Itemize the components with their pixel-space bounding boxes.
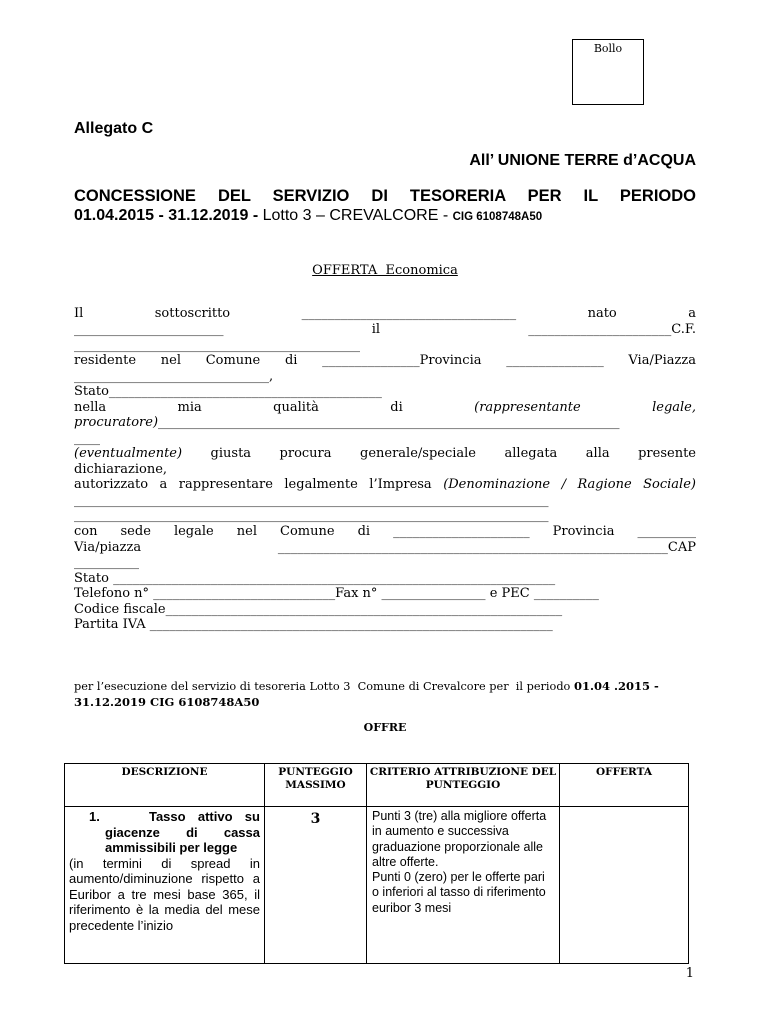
criterio-cell: Punti 3 (tre) alla migliore offerta in aumento e successiva graduazione proporzionale alle altre offerte. Punti 0 (zero) per le offerte pari o inferiori al tasso di riferimento euribor 3 mesi	[367, 807, 560, 964]
document-title-line1: CONCESSIONE DEL SERVIZIO DI TESORERIA PER IL PERIODO	[74, 187, 696, 205]
bollo-box	[572, 39, 644, 105]
allegato-heading: Allegato C	[74, 120, 154, 137]
title-periodo: 01.04.2015 - 31.12.2019	[74, 207, 249, 224]
sede-comune-field[interactable]: _____________________	[393, 524, 530, 539]
qualita-field[interactable]: _______________________________________________________________________	[158, 415, 620, 430]
form-line-impresa: autorizzato a rappresentare legalmente l’Impresa (Denominazione / Ragione Sociale)	[74, 477, 696, 492]
offerta-table	[64, 763, 689, 964]
codice-fiscale-field[interactable]: ____________________________________________	[74, 338, 360, 353]
stato-field[interactable]: Stato__________________________________________	[74, 384, 382, 399]
title-cig: CIG 6108748A50	[452, 211, 543, 223]
sottoscritto-field[interactable]: _________________________________	[301, 306, 517, 321]
form-line-sede-via: Via/piazza ____________________________________________________________CAP	[74, 540, 696, 555]
offerta-cell[interactable]	[560, 807, 689, 964]
title-lotto: Lotto 3	[262, 207, 312, 224]
sede-provincia-field[interactable]: _________	[637, 524, 696, 539]
form-line-contatti	[74, 586, 696, 602]
esecuzione-paragraph: per l’esecuzione del servizio di tesoreria Lotto 3 Comune di Crevalcore per il periodo 01.04 .2015 - 31.12.2019 CIG 6108748A50	[74, 679, 659, 709]
qualita-field-cont[interactable]: ____	[74, 431, 100, 446]
form-line-residenza: residente nel Comune di _______________Provincia _______________ Via/Piazza	[74, 353, 696, 368]
form-line-sede: con sede legale nel Comune di _____________________ Provincia _________	[74, 524, 696, 539]
offre-heading: OFFRE	[363, 721, 407, 734]
form-line-qualita: nella mia qualità di (rappresentante legale,	[74, 400, 696, 415]
luogo-nascita-field[interactable]: _______________________	[74, 322, 224, 337]
descrizione-dettaglio: (in termini di spread in aumento/diminuzione rispetto a Euribor a tre mesi base 365, il riferimento è la media del mese precedente l’inizio	[69, 855, 260, 933]
form-line-sottoscritto: Il sottoscritto _________________________________ nato a	[74, 306, 696, 321]
punteggio-cell: 3	[265, 807, 367, 964]
bollo-label: Bollo	[593, 42, 623, 55]
form-line-nascita: _______________________ il ______________________C.F.	[74, 322, 696, 337]
header-criterio: CRITERIO ATTRIBUZIONE DEL PUNTEGGIO	[367, 764, 560, 807]
form-line-procura: (eventualmente) giusta procura generale/speciale allegata alla presente	[74, 446, 696, 461]
table-row	[65, 807, 689, 964]
descrizione-cell	[65, 807, 265, 964]
sede-stato-field[interactable]: Stato ____________________________________________________________________	[74, 571, 556, 586]
codice-fiscale-impresa-field[interactable]: Codice fiscale_____________________________________________________________	[74, 602, 563, 617]
provincia-field[interactable]: _______________	[506, 353, 604, 368]
document-title-line2: 01.04.2015 - 31.12.2019 - Lotto 3 – CREVALCORE - CIG 6108748A50	[74, 207, 543, 224]
header-offerta: OFFERTA	[560, 764, 689, 807]
destinatario: All’ UNIONE TERRE d’ACQUA	[469, 152, 696, 169]
title-comune: CREVALCORE	[329, 207, 439, 224]
data-nascita-cf-field[interactable]: ______________________C.F.	[528, 322, 696, 337]
page-number: 1	[685, 966, 694, 981]
header-punteggio: PUNTEGGIO MASSIMO	[265, 764, 367, 807]
telefono-fax-field[interactable]: Telefono n° ____________________________Fax n° ________________	[74, 586, 486, 601]
table-header-row	[65, 764, 689, 807]
form-line-dichiarazione: dichiarazione,	[74, 462, 168, 477]
sede-via-cap-field[interactable]: ____________________________________________________________CAP	[277, 540, 696, 555]
header-descrizione: DESCRIZIONE	[65, 764, 265, 807]
ragione-sociale-field[interactable]: _________________________________________________________________________	[74, 493, 549, 508]
via-piazza-field[interactable]: ______________________________,	[74, 369, 274, 384]
esecuzione-periodo-cig: 01.04 .2015 - 31.12.2019 CIG 6108748A50	[74, 679, 659, 709]
form-line-procuratore: procuratore)_______________________________________________________________________	[74, 415, 620, 430]
comune-provincia-field[interactable]: _______________Provincia	[322, 353, 482, 368]
descrizione-titolo: 1. Tasso attivo su giacenze di cassa ammissibili per legge	[89, 809, 260, 855]
pec-field[interactable]: e PEC __________	[489, 586, 599, 601]
offerta-economica-heading: OFFERTA Economica	[312, 263, 458, 278]
ragione-sociale-field-2[interactable]: _________________________________________________________________________	[74, 508, 549, 523]
partita-iva-field[interactable]: Partita IVA ______________________________________________________________	[74, 617, 553, 632]
cap-field[interactable]: __________	[74, 555, 139, 570]
